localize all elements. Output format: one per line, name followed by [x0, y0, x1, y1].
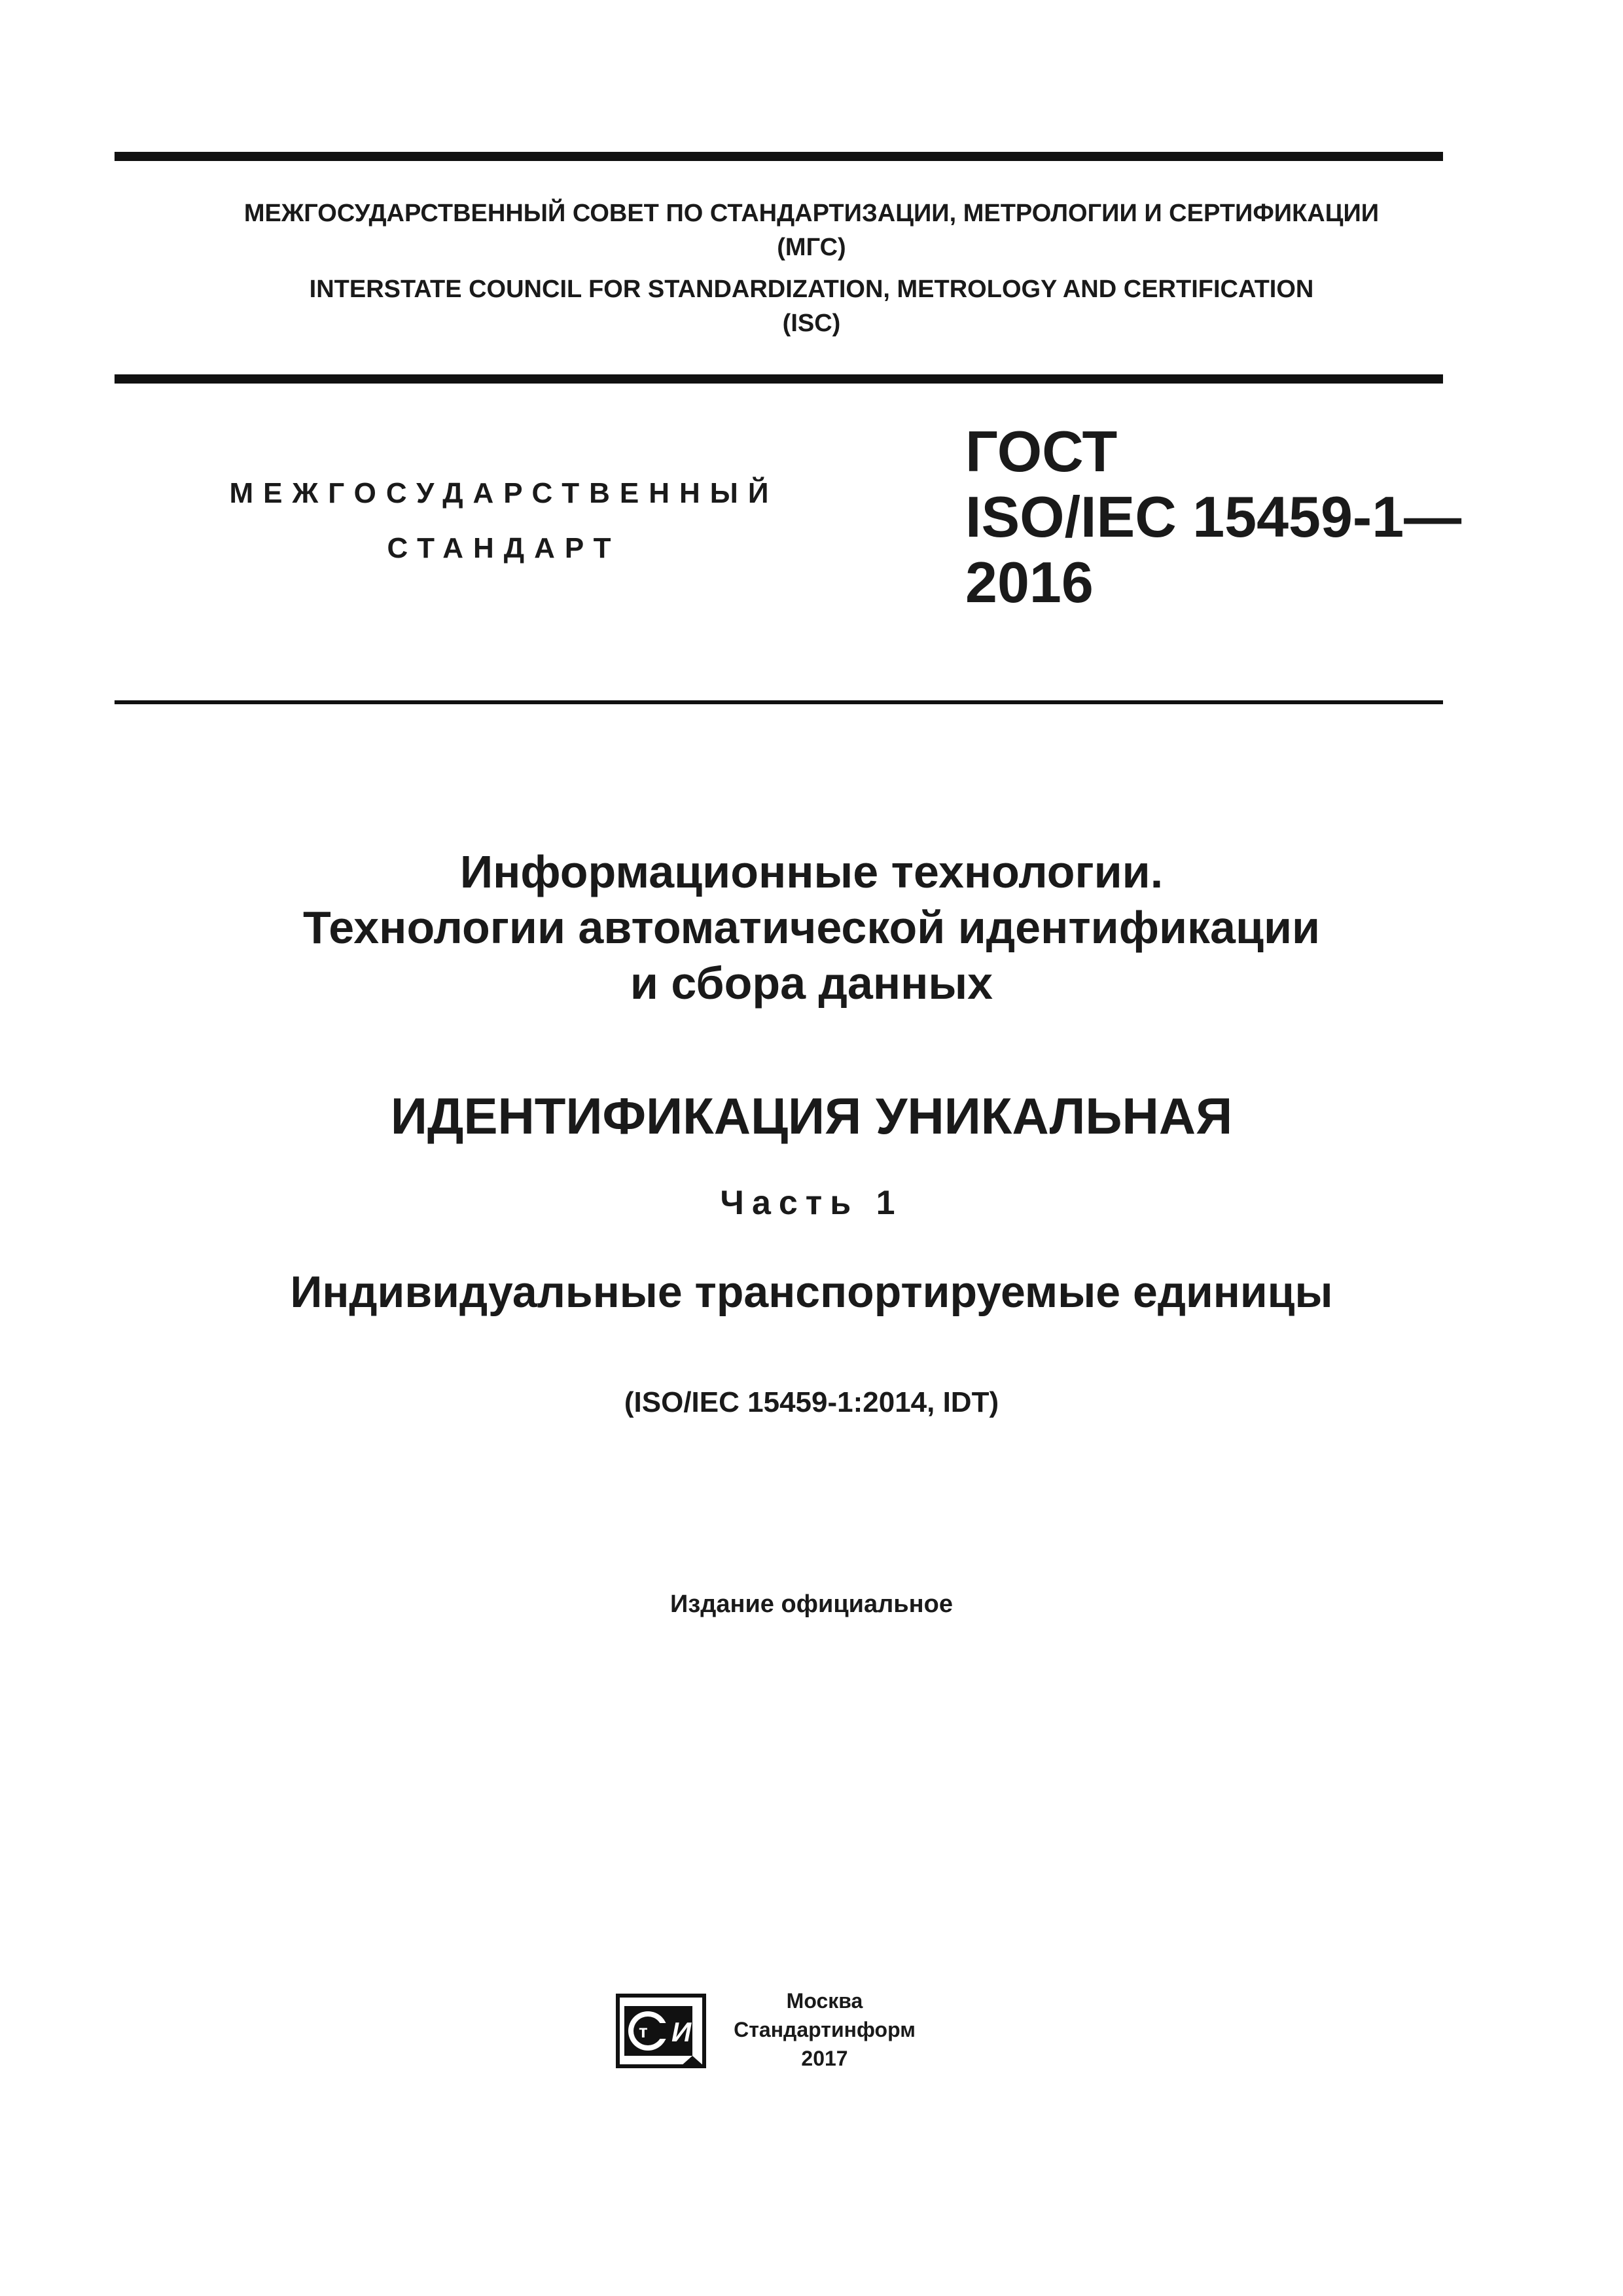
- identical-to-reference: (ISO/IEC 15459-1:2014, IDT): [624, 1386, 999, 1418]
- svg-text:И: И: [671, 2017, 692, 2047]
- council-en-name: INTERSTATE COUNCIL FOR STANDARDIZATION, METROLOGY AND CERTIFICATION: [309, 276, 1314, 303]
- main-heading: ИДЕНТИФИКАЦИЯ УНИКАЛЬНАЯ: [390, 1087, 1233, 1145]
- subtitle: Индивидуальные транспортируемые единицы: [290, 1267, 1333, 1317]
- svg-text:т: т: [639, 2021, 648, 2041]
- designation-rule: [115, 700, 1443, 704]
- publisher-block: [713, 1986, 936, 2073]
- title-line1: Информационные технологии.: [459, 846, 1164, 897]
- standard-type-line2: СТАНДАРТ: [387, 532, 621, 564]
- subtitle-block: [0, 1266, 1623, 1318]
- title-line2: Технологии автоматической идентификации: [302, 902, 1321, 953]
- council-en-abbr: (ISC): [782, 310, 841, 337]
- publisher-name: Стандартинформ: [734, 2018, 916, 2041]
- council-block: [0, 196, 1623, 340]
- standard-type-line1: МЕЖГОСУДАРСТВЕННЫЙ: [229, 477, 779, 509]
- header-rule: [115, 374, 1443, 384]
- council-ru-abbr: (МГС): [777, 234, 846, 261]
- publisher-year: 2017: [801, 2047, 848, 2070]
- document-title: [0, 844, 1623, 1011]
- gost-line2: ISO/IEC 15459-1—: [965, 484, 1462, 549]
- part-label: Часть 1: [720, 1184, 903, 1222]
- council-ru-name: МЕЖГОСУДАРСТВЕННЫЙ СОВЕТ ПО СТАНДАРТИЗАЦИИ, МЕТРОЛОГИИ И СЕРТИФИКАЦИИ: [243, 200, 1380, 227]
- gost-designation: [965, 419, 1461, 615]
- gost-line3: 2016: [965, 550, 1094, 615]
- part-block: [0, 1183, 1623, 1223]
- top-rule: [115, 152, 1443, 161]
- gost-line1: ГОСТ: [965, 419, 1118, 484]
- standartinform-logo-icon: [615, 1993, 707, 2069]
- standard-type: [144, 466, 864, 576]
- main-heading-block: [0, 1086, 1623, 1146]
- official-edition: Издание официальное: [670, 1590, 953, 1618]
- identical-block: [0, 1386, 1623, 1419]
- edition-block: [0, 1590, 1623, 1619]
- title-line3: и сбора данных: [630, 958, 993, 1009]
- publisher-city: Москва: [786, 1989, 863, 2013]
